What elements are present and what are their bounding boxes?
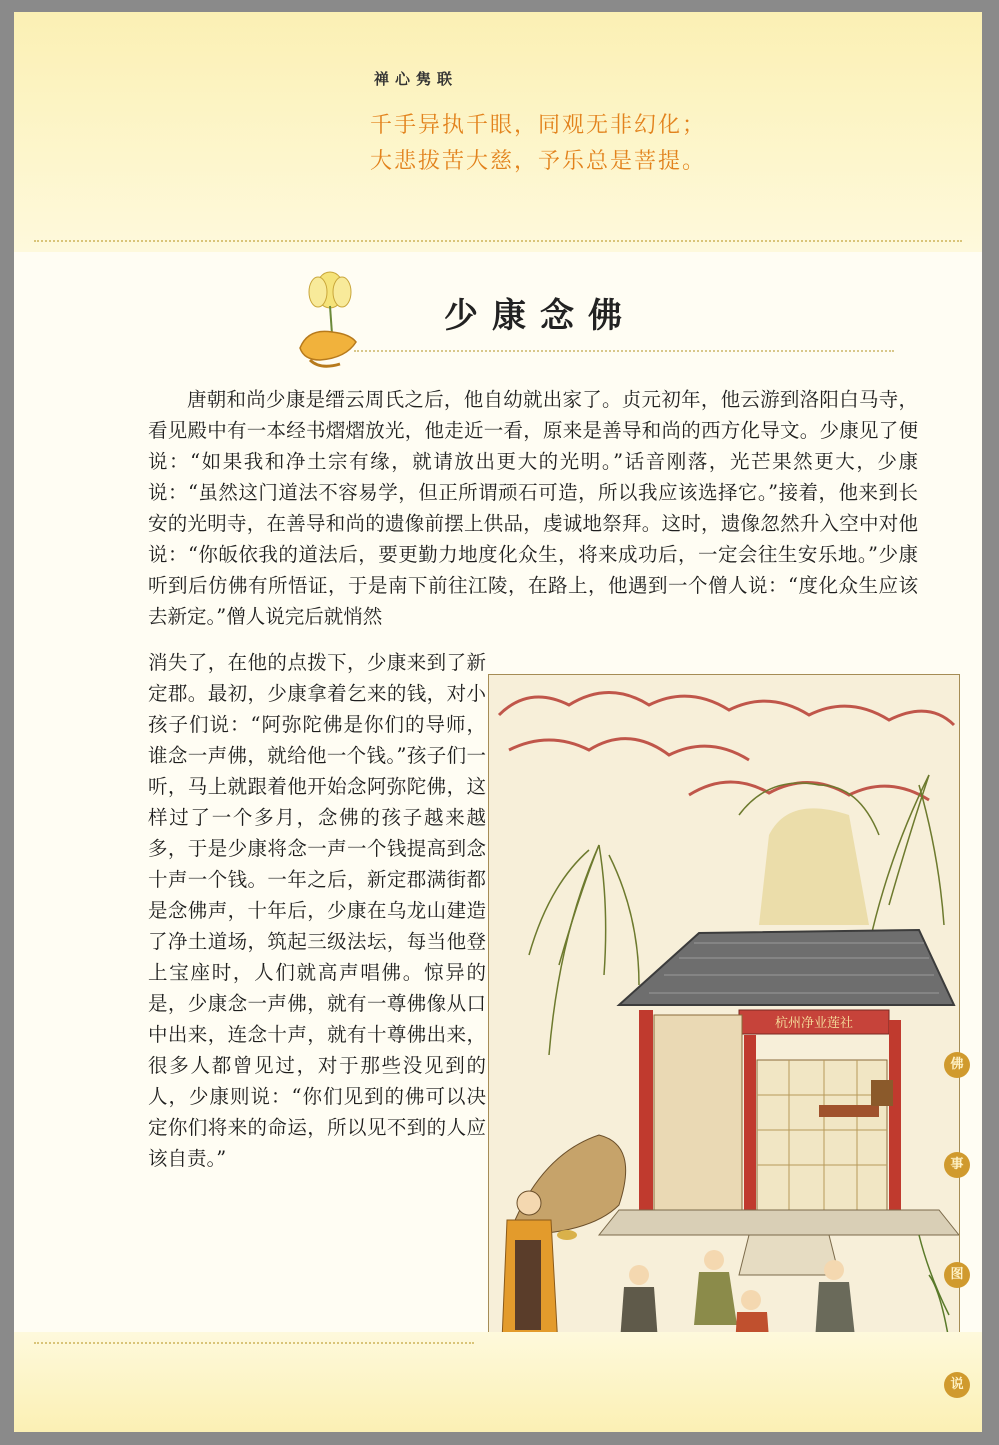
title-divider bbox=[354, 350, 894, 352]
signboard-text: 杭州净业莲社 bbox=[774, 1016, 854, 1031]
book-page bbox=[14, 12, 982, 1432]
article-body bbox=[148, 384, 918, 632]
pavilion-roof bbox=[619, 930, 954, 1005]
side-tab-4: 说 bbox=[944, 1372, 970, 1398]
clouds bbox=[499, 693, 954, 801]
footer-divider bbox=[34, 1342, 474, 1344]
footer-band bbox=[14, 1332, 982, 1432]
side-tab-2: 事 bbox=[944, 1152, 970, 1178]
book-label: 禅心隽联 bbox=[374, 70, 459, 88]
side-tab-1: 佛 bbox=[944, 1052, 970, 1078]
paragraph-narrow: 消失了，在他的点拨下，少康来到了新定郡。最初，少康拿着乞来的钱，对小孩子们说：“阿弥陀佛是你们的导师，谁念一声佛，就给他一个钱。”孩子们一听，马上就跟着他开始念阿弥陀佛，这样过了一个多月，念佛的孩子越来越多，于是少康将念一声一个钱提高到念十声一个钱。一年之后，新定郡满街都是念佛声，十年后，少康在乌龙山建造了净土道场，筑起三级法坛，每当他登上宝座时，人们就高声唱佛。惊异的是，少康念一声佛，就有一尊佛像从口中出来，连念十声，就有十尊佛出来，很多人都曾见过，对于那些没见到的人，少康则说：“你们见到的佛可以决定你们将来的命运，所以见不到的人应该自责。” bbox=[148, 651, 486, 1170]
header-divider bbox=[34, 240, 962, 242]
chapter-title: 少康念佛 bbox=[444, 296, 636, 336]
woodblock-illustration bbox=[488, 674, 960, 1418]
verse-line-2: 大悲拔苦大慈，予乐总是菩提。 bbox=[370, 149, 707, 174]
article-body-narrow bbox=[148, 647, 486, 1174]
paragraph-full-width: 唐朝和尚少康是缙云周氏之后，他自幼就出家了。贞元初年，他云游到洛阳白马寺，看见殿中有一本经书熠熠放光，他走近一看，原来是善导和尚的西方化导文。少康见了便说：“如果我和净土宗有缘，就请放出更大的光明。”话音刚落，光芒果然更大，少康说：“虽然这门道法不容易学，但正所谓顽石可造，所以我应该选择它。”接着，他来到长安的光明寺，在善导和尚的遗像前摆上供品，虔诚地祭拜。这时，遗像忽然升入空中对他说：“你皈依我的道法后，要更勤力地度化众生，将来成功后，一定会往生安乐地。”少康听到后仿佛有所悟证，于是南下前往江陵，在路上，他遇到一个僧人说：“度化众生应该去新定。”僧人说完后就悄然 bbox=[148, 388, 918, 628]
lotus-hand-icon bbox=[280, 262, 370, 372]
verse-line-1: 千手异执千眼，同观无非幻化； bbox=[370, 113, 707, 138]
side-tab-3: 图 bbox=[944, 1262, 970, 1288]
